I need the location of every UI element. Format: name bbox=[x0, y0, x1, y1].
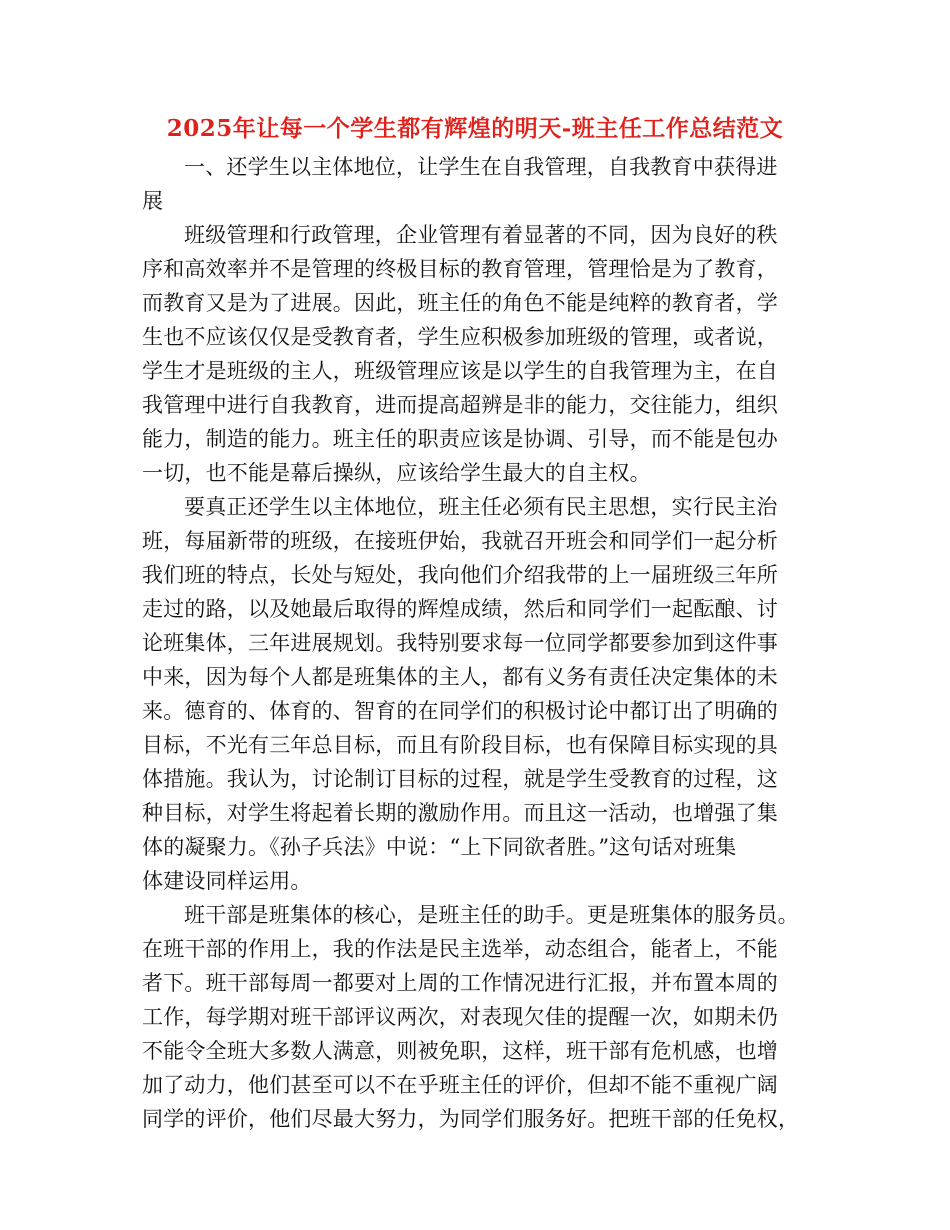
text-line: 体建设同样运用。 bbox=[142, 869, 312, 893]
text-line: 我管理中进行自我教育，进而提高超辨是非的能力，交往能力，组织 bbox=[142, 393, 778, 417]
text-line: 论班集体，三年进展规划。我特别要求每一位同学都要参加到这件事 bbox=[142, 631, 778, 655]
document-title: 2025年让每一个学生都有辉煌的明天-班主任工作总结范文 bbox=[166, 115, 784, 142]
text-line: 序和高效率并不是管理的终极目标的教育管理，管理恰是为了教育， bbox=[142, 257, 778, 281]
text-line: 同学的评价，他们尽最大努力，为同学们服务好。把班干部的任免权， bbox=[142, 1107, 800, 1131]
document-body bbox=[142, 150, 807, 1136]
text-line: 目标，不光有三年总目标，而且有阶段目标，也有保障目标实现的具 bbox=[142, 733, 778, 757]
text-line: 展 bbox=[142, 189, 164, 213]
text-line: 加了动力，他们甚至可以不在乎班主任的评价，但却不能不重视广阔 bbox=[142, 1073, 778, 1097]
text-line: 工作，每学期对班干部评议两次，对表现欠佳的提醒一次，如期未仍 bbox=[142, 1005, 778, 1029]
text-line: 者下。班干部每周一都要对上周的工作情况进行汇报，并布置本周的 bbox=[142, 971, 778, 995]
text-line: 一切，也不能是幕后操纵，应该给学生最大的自主权。 bbox=[142, 461, 651, 485]
text-line: 而教育又是为了进展。因此，班主任的角色不能是纯粹的教育者，学 bbox=[142, 291, 778, 315]
text-line: 来。德育的、体育的、智育的在同学们的积极讨论中都订出了明确的 bbox=[142, 699, 778, 723]
text-line: 中来，因为每个人都是班集体的主人，都有义务有责任决定集体的未 bbox=[142, 665, 778, 689]
text-line: 种目标，对学生将起着长期的激励作用。而且这一活动，也增强了集 bbox=[142, 801, 778, 825]
text-line: 体措施。我认为，讨论制订目标的过程，就是学生受教育的过程，这 bbox=[142, 767, 778, 791]
text-line: 班，每届新带的班级，在接班伊始，我就召开班会和同学们一起分析 bbox=[142, 529, 778, 553]
paragraph-start-line: 班级管理和行政管理，企业管理有着显著的不同，因为良好的秩 bbox=[184, 223, 778, 247]
text-line: 不能令全班大多数人满意，则被免职，这样，班干部有危机感，也增 bbox=[142, 1039, 778, 1063]
text-line: 生也不应该仅仅是受教育者，学生应积极参加班级的管理，或者说， bbox=[142, 325, 778, 349]
text-line: 我们班的特点，长处与短处，我向他们介绍我带的上一届班级三年所 bbox=[142, 563, 778, 587]
text-line: 学生才是班级的主人，班级管理应该是以学生的自我管理为主，在自 bbox=[142, 359, 778, 383]
paragraph-start-line: 一、还学生以主体地位，让学生在自我管理，自我教育中获得进 bbox=[184, 155, 778, 179]
text-line: 走过的路，以及她最后取得的辉煌成绩，然后和同学们一起酝酿、讨 bbox=[142, 597, 778, 621]
text-line: 体的凝聚力。《孙子兵法》中说：“上下同欲者胜。”这句话对班集 bbox=[142, 835, 737, 859]
text-line: 能力，制造的能力。班主任的职责应该是协调、引导，而不能是包办 bbox=[142, 427, 778, 451]
paragraph-start-line: 要真正还学生以主体地位，班主任必须有民主思想，实行民主治 bbox=[184, 495, 778, 519]
paragraph-start-line: 班干部是班集体的核心，是班主任的助手。更是班集体的服务员。 bbox=[184, 903, 799, 927]
text-line: 在班干部的作用上，我的作法是民主选举，动态组合，能者上，不能 bbox=[142, 937, 778, 961]
